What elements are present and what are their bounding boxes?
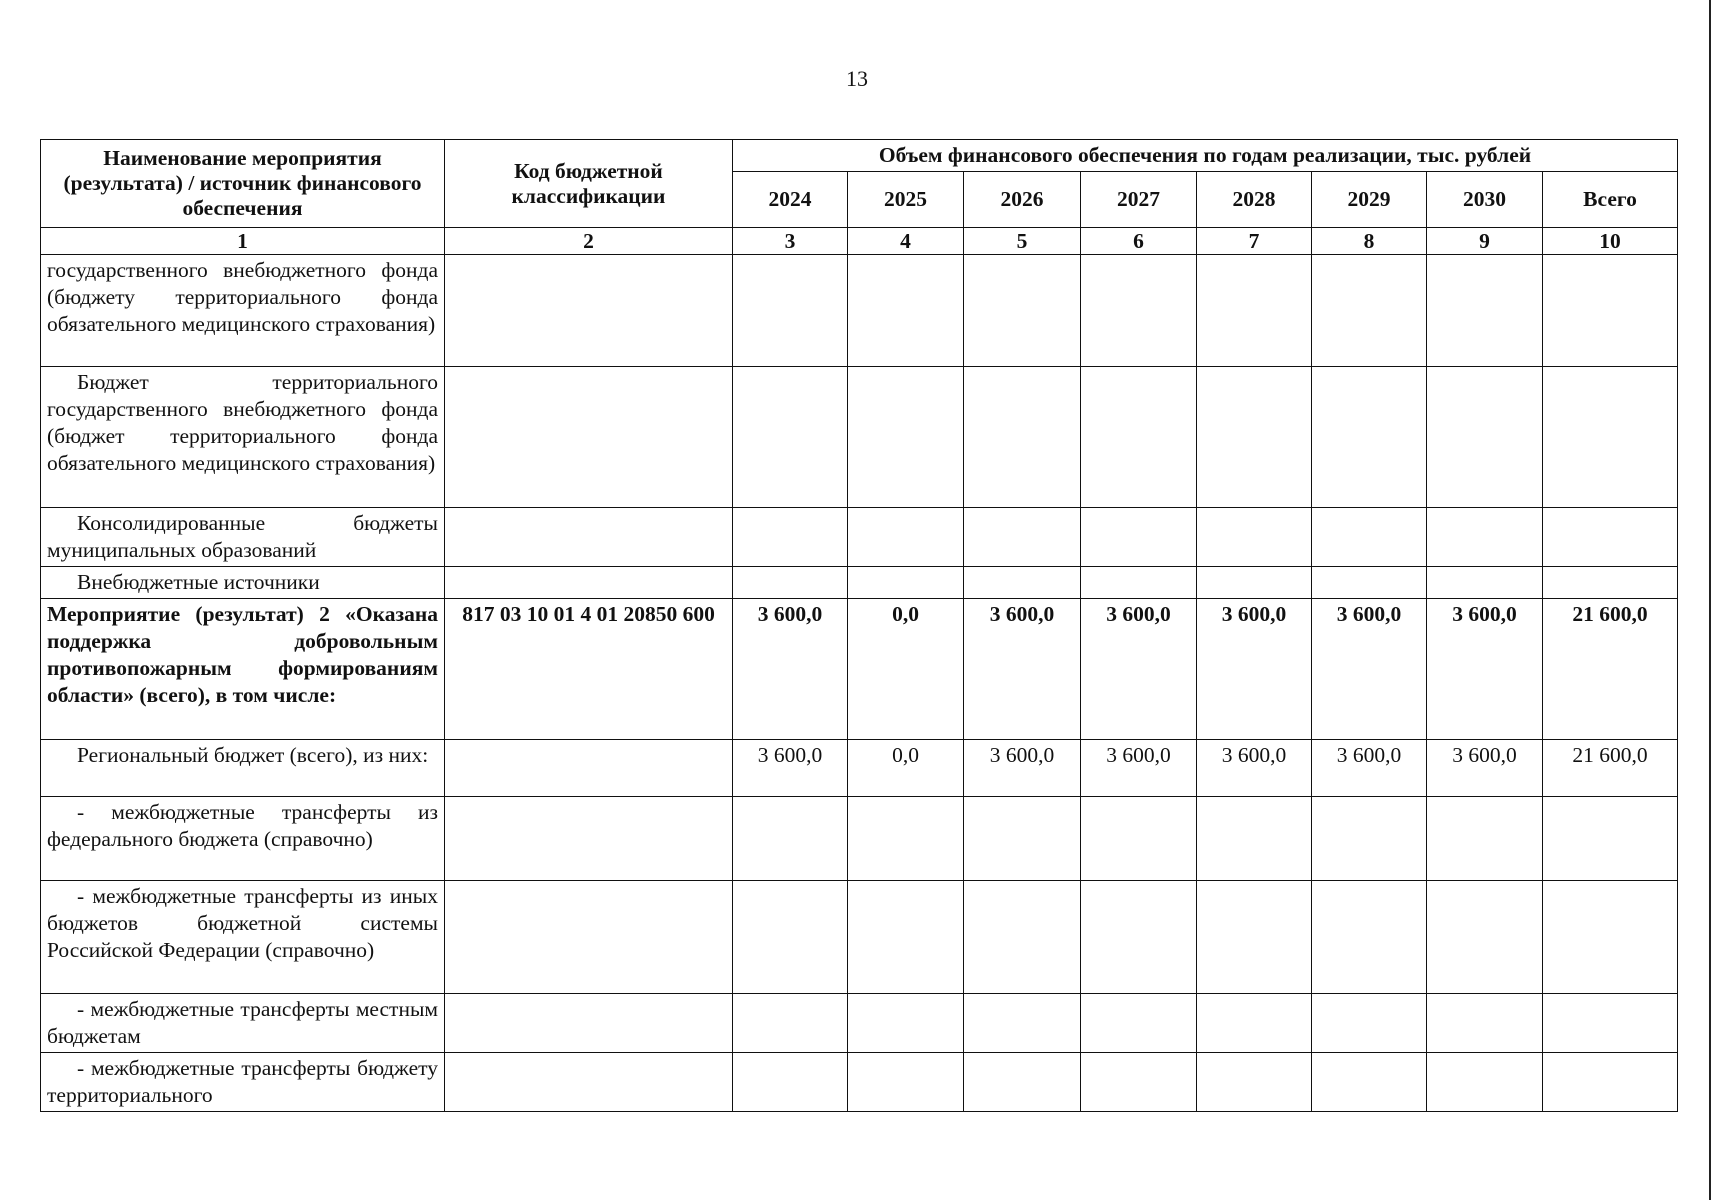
value-2028: [1197, 255, 1312, 367]
value-2027: [1081, 797, 1197, 881]
value-2029: [1312, 881, 1427, 994]
value-2025: [848, 567, 964, 599]
row-code: [445, 740, 733, 797]
value-2027: [1081, 1053, 1197, 1112]
value-2026: 3 600,0: [964, 599, 1081, 740]
column-number-row: [41, 228, 1678, 255]
header-year: 2026: [964, 172, 1081, 228]
value-2028: [1197, 508, 1312, 567]
value-2024: [733, 567, 848, 599]
value-2029: [1312, 994, 1427, 1053]
value-2025: [848, 797, 964, 881]
value-2024: [733, 508, 848, 567]
value-2025: [848, 994, 964, 1053]
value-2027: [1081, 994, 1197, 1053]
value-2029: [1312, 567, 1427, 599]
value-2028: [1197, 797, 1312, 881]
value-2025: 0,0: [848, 740, 964, 797]
column-number: 8: [1312, 228, 1427, 255]
header-code: Код бюджетной классификации: [445, 140, 733, 228]
header-volume: Объем финансового обеспечения по годам реализации, тыс. рублей: [733, 140, 1678, 172]
value-total: [1543, 994, 1678, 1053]
column-number: 4: [848, 228, 964, 255]
value-2026: 3 600,0: [964, 740, 1081, 797]
value-2027: [1081, 881, 1197, 994]
value-2028: [1197, 1053, 1312, 1112]
value-2026: [964, 881, 1081, 994]
value-2029: [1312, 1053, 1427, 1112]
value-2030: 3 600,0: [1427, 740, 1543, 797]
value-2024: [733, 797, 848, 881]
column-number: 2: [445, 228, 733, 255]
value-2026: [964, 994, 1081, 1053]
value-total: [1543, 567, 1678, 599]
value-2024: [733, 1053, 848, 1112]
row-name: Консолидированные бюджеты муниципальных образований: [41, 508, 445, 567]
value-2026: [964, 508, 1081, 567]
value-2029: 3 600,0: [1312, 740, 1427, 797]
value-2027: [1081, 255, 1197, 367]
row-code: [445, 1053, 733, 1112]
table-row: [41, 797, 1678, 881]
row-code: [445, 367, 733, 508]
row-name: - межбюджетные трансферты из иных бюджетов бюджетной системы Российской Федерации (справочно): [41, 881, 445, 994]
value-2030: [1427, 994, 1543, 1053]
value-2024: 3 600,0: [733, 599, 848, 740]
value-2025: [848, 881, 964, 994]
column-number: 9: [1427, 228, 1543, 255]
value-total: [1543, 367, 1678, 508]
table-row: [41, 508, 1678, 567]
row-code: [445, 797, 733, 881]
page-number: 13: [846, 66, 868, 91]
value-2025: [848, 1053, 964, 1112]
header-year: 2029: [1312, 172, 1427, 228]
value-2027: 3 600,0: [1081, 740, 1197, 797]
value-2029: [1312, 255, 1427, 367]
value-2027: [1081, 508, 1197, 567]
table-row: [41, 740, 1678, 797]
table-row: [41, 367, 1678, 508]
value-2030: [1427, 255, 1543, 367]
value-total: [1543, 508, 1678, 567]
row-name: Внебюджетные источники: [41, 567, 445, 599]
header-year: 2025: [848, 172, 964, 228]
value-2030: [1427, 508, 1543, 567]
value-2030: [1427, 797, 1543, 881]
value-2028: [1197, 567, 1312, 599]
table-row: [41, 599, 1678, 740]
row-code: [445, 881, 733, 994]
value-total: [1543, 797, 1678, 881]
table-row: [41, 1053, 1678, 1112]
header-total: Всего: [1543, 172, 1678, 228]
value-2029: [1312, 367, 1427, 508]
value-2030: [1427, 881, 1543, 994]
column-number: 5: [964, 228, 1081, 255]
value-2025: [848, 508, 964, 567]
column-number: 6: [1081, 228, 1197, 255]
value-2026: [964, 1053, 1081, 1112]
column-number: 7: [1197, 228, 1312, 255]
value-2029: [1312, 797, 1427, 881]
header-year: 2024: [733, 172, 848, 228]
value-2024: 3 600,0: [733, 740, 848, 797]
value-total: 21 600,0: [1543, 740, 1678, 797]
row-code: [445, 994, 733, 1053]
column-number: 10: [1543, 228, 1678, 255]
value-total: [1543, 255, 1678, 367]
value-2027: 3 600,0: [1081, 599, 1197, 740]
value-2024: [733, 881, 848, 994]
row-name: Мероприятие (результат) 2 «Оказана поддержка добровольным противопожарным формированиям области» (всего), в том числе:: [41, 599, 445, 740]
value-2028: [1197, 994, 1312, 1053]
row-name: - межбюджетные трансферты бюджету территориального: [41, 1053, 445, 1112]
value-2027: [1081, 367, 1197, 508]
value-2028: 3 600,0: [1197, 740, 1312, 797]
table-row: [41, 567, 1678, 599]
value-total: [1543, 1053, 1678, 1112]
value-2026: [964, 367, 1081, 508]
row-code: [445, 508, 733, 567]
row-name: - межбюджетные трансферты местным бюджетам: [41, 994, 445, 1053]
row-name: Региональный бюджет (всего), из них:: [41, 740, 445, 797]
row-code: [445, 255, 733, 367]
header-name: Наименование мероприятия (результата) / источник финансового обеспечения: [41, 140, 445, 228]
value-2026: [964, 567, 1081, 599]
value-2030: 3 600,0: [1427, 599, 1543, 740]
header-year: 2030: [1427, 172, 1543, 228]
row-name: Бюджет территориального государственного внебюджетного фонда (бюджет территориального фонда обязательного медицинского страхования): [41, 367, 445, 508]
value-2025: [848, 255, 964, 367]
value-2030: [1427, 1053, 1543, 1112]
value-2027: [1081, 567, 1197, 599]
header-year: 2028: [1197, 172, 1312, 228]
financing-table: [40, 139, 1678, 1112]
value-2025: 0,0: [848, 599, 964, 740]
value-total: 21 600,0: [1543, 599, 1678, 740]
value-2028: [1197, 367, 1312, 508]
value-2028: 3 600,0: [1197, 599, 1312, 740]
value-2026: [964, 255, 1081, 367]
column-number: 3: [733, 228, 848, 255]
value-2026: [964, 797, 1081, 881]
value-2025: [848, 367, 964, 508]
row-code: 817 03 10 01 4 01 20850 600: [445, 599, 733, 740]
table-row: [41, 255, 1678, 367]
value-2029: 3 600,0: [1312, 599, 1427, 740]
table-row: [41, 994, 1678, 1053]
column-number: 1: [41, 228, 445, 255]
value-2028: [1197, 881, 1312, 994]
row-code: [445, 567, 733, 599]
row-name: - межбюджетные трансферты из федерального бюджета (справочно): [41, 797, 445, 881]
header-year: 2027: [1081, 172, 1197, 228]
row-name: государственного внебюджетного фонда (бюджету территориального фонда обязательного медицинского страхования): [41, 255, 445, 367]
value-2029: [1312, 508, 1427, 567]
table-row: [41, 881, 1678, 994]
value-total: [1543, 881, 1678, 994]
value-2030: [1427, 567, 1543, 599]
value-2024: [733, 367, 848, 508]
value-2030: [1427, 367, 1543, 508]
page-edge: [1709, 0, 1711, 1200]
value-2024: [733, 255, 848, 367]
value-2024: [733, 994, 848, 1053]
